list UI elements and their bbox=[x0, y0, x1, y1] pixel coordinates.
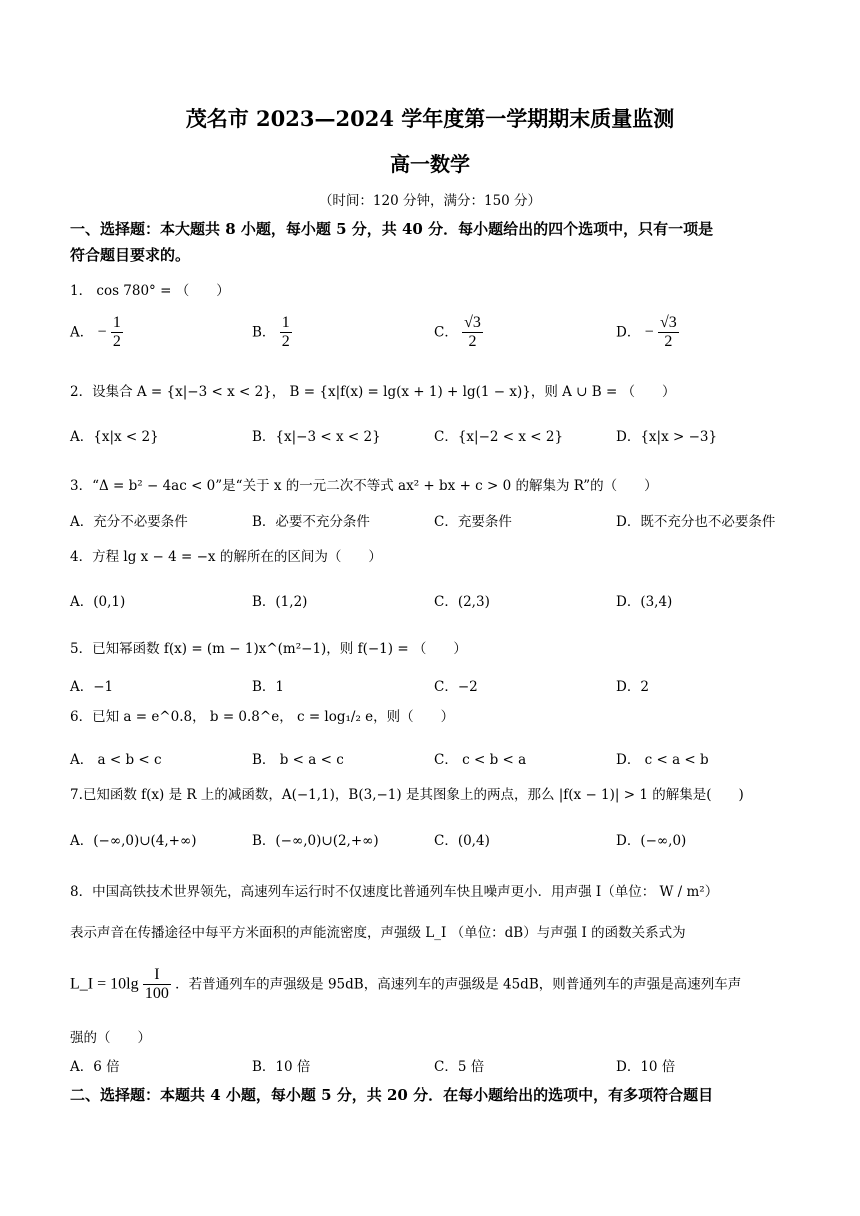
question-2-option-d: D．{x|x > −3} bbox=[616, 429, 718, 445]
option-label: C． bbox=[434, 324, 458, 341]
option-fraction bbox=[280, 314, 292, 352]
question-2-stem: 2．设集合 A = {x|−3 < x < 2}， B = {x|f(x) = lg(x + 1) + lg(1 − x)}，则 A ∪ B = （ ） bbox=[70, 384, 676, 400]
option-fraction bbox=[462, 314, 483, 352]
question-3-option-a: A．充分不必要条件 bbox=[70, 514, 188, 530]
question-6-option-a: A． a < b < c bbox=[70, 752, 162, 768]
formula-fraction bbox=[143, 966, 171, 1004]
question-7-option-d: D．(−∞,0) bbox=[616, 833, 687, 849]
fraction-denominator: 2 bbox=[664, 333, 673, 351]
question-3-option-d: D．既不充分也不必要条件 bbox=[616, 514, 776, 530]
fraction-denominator: 2 bbox=[281, 333, 290, 351]
question-7-option-a: A．(−∞,0)∪(4,+∞) bbox=[70, 833, 197, 849]
option-sign: − bbox=[97, 323, 107, 341]
question-5-option-d: D．2 bbox=[616, 679, 649, 695]
question-4-option-a: A．(0,1) bbox=[70, 594, 126, 610]
question-8-option-b: B．10 倍 bbox=[252, 1059, 311, 1075]
fraction-numerator: 1 bbox=[280, 314, 292, 333]
question-8-stem-line3: ．若普通列车的声强级是 95dB，高速列车的声强级是 45dB，则普通列车的声强是高速列车声 bbox=[175, 976, 742, 993]
section2-heading-line1: 二、选择题：本题共 4 小题，每小题 5 分，共 20 分．在每小题给出的选项中，有多项符合题目 bbox=[70, 1086, 714, 1104]
question-8-option-c: C．5 倍 bbox=[434, 1059, 485, 1075]
question-8-formula-line bbox=[70, 966, 741, 1004]
question-1-option-b bbox=[252, 314, 292, 352]
option-label: A． bbox=[70, 324, 94, 341]
question-7-option-b: B．(−∞,0)∪(2,+∞) bbox=[252, 833, 379, 849]
fraction-numerator: 1 bbox=[111, 314, 123, 333]
question-5-stem: 5．已知幂函数 f(x) = (m − 1)x^(m²−1)，则 f(−1) = （ ） bbox=[70, 641, 467, 657]
question-8-stem-line1: 8．中国高铁技术世界领先，高速列车运行时不仅速度比普通列车快且噪声更小．用声强 I（单位： W / m²） bbox=[70, 884, 719, 900]
question-8-stem-line2: 表示声音在传播途径中每平方米面积的声能流密度，声强级 L_I （单位：dB）与声强 I 的函数关系式为 bbox=[70, 925, 686, 941]
question-4-option-c: C．(2,3) bbox=[434, 594, 490, 610]
question-3-option-c: C．充要条件 bbox=[434, 514, 512, 530]
question-7-option-c: C．(0,4) bbox=[434, 833, 490, 849]
fraction-denominator: 2 bbox=[112, 333, 121, 351]
question-1-option-a bbox=[70, 314, 123, 352]
question-6-option-b: B． b < a < c bbox=[252, 752, 344, 768]
fraction-numerator: I bbox=[143, 966, 171, 985]
question-8-stem-line4: 强的（ ） bbox=[70, 1030, 151, 1046]
question-5-option-c: C．−2 bbox=[434, 679, 478, 695]
question-3-stem: 3．“Δ = b² − 4ac < 0”是“关于 x 的一元二次不等式 ax² + bx + c > 0 的解集为 R”的（ ） bbox=[70, 478, 658, 494]
question-6-option-c: C． c < b < a bbox=[434, 752, 527, 768]
question-4-option-d: D．(3,4) bbox=[616, 594, 673, 610]
question-6-stem: 6．已知 a = e^0.8， b = 0.8^e， c = log₁/₂ e，则（ ） bbox=[70, 709, 455, 725]
question-2-option-a: A．{x|x < 2} bbox=[70, 429, 159, 445]
exam-subject: 高一数学 bbox=[390, 152, 470, 176]
fraction-denominator: 100 bbox=[144, 985, 169, 1003]
question-5-option-b: B．1 bbox=[252, 679, 285, 695]
question-7-stem: 7.已知函数 f(x) 是 R 上的减函数，A(−1,1)，B(3,−1) 是其图象上的两点，那么 |f(x − 1)| > 1 的解集是( ) bbox=[70, 787, 744, 803]
exam-meta: （时间：120 分钟，满分：150 分） bbox=[318, 193, 542, 209]
question-1-stem: 1． cos 780° = （ ） bbox=[70, 283, 230, 299]
question-2-option-b: B．{x|−3 < x < 2} bbox=[252, 429, 381, 445]
option-label: B． bbox=[252, 324, 276, 341]
section1-heading-line2: 符合题目要求的。 bbox=[70, 246, 191, 264]
option-sign: − bbox=[644, 323, 654, 341]
section1-heading-line1: 一、选择题：本大题共 8 小题，每小题 5 分，共 40 分．每小题给出的四个选项中，只有一项是 bbox=[70, 220, 714, 238]
question-2-option-c: C．{x|−2 < x < 2} bbox=[434, 429, 564, 445]
question-8-option-a: A．6 倍 bbox=[70, 1059, 120, 1075]
question-8-option-d: D．10 倍 bbox=[616, 1059, 676, 1075]
fraction-denominator: 2 bbox=[468, 333, 477, 351]
fraction-numerator: √3 bbox=[658, 314, 679, 333]
question-1-option-c bbox=[434, 314, 483, 352]
exam-title: 茂名市 2023—2024 学年度第一学期期末质量监测 bbox=[185, 106, 675, 131]
option-fraction bbox=[111, 314, 123, 352]
question-3-option-b: B．必要不充分条件 bbox=[252, 514, 370, 530]
option-label: D． bbox=[616, 324, 641, 341]
question-6-option-d: D． c < a < b bbox=[616, 752, 709, 768]
question-4-option-b: B．(1,2) bbox=[252, 594, 308, 610]
option-fraction bbox=[658, 314, 679, 352]
question-4-stem: 4．方程 lg x − 4 = −x 的解所在的区间为（ ） bbox=[70, 549, 382, 565]
formula-lhs: L_I = 10lg bbox=[70, 975, 139, 993]
question-1-option-d bbox=[616, 314, 679, 352]
question-5-option-a: A．−1 bbox=[70, 679, 114, 695]
fraction-numerator: √3 bbox=[462, 314, 483, 333]
